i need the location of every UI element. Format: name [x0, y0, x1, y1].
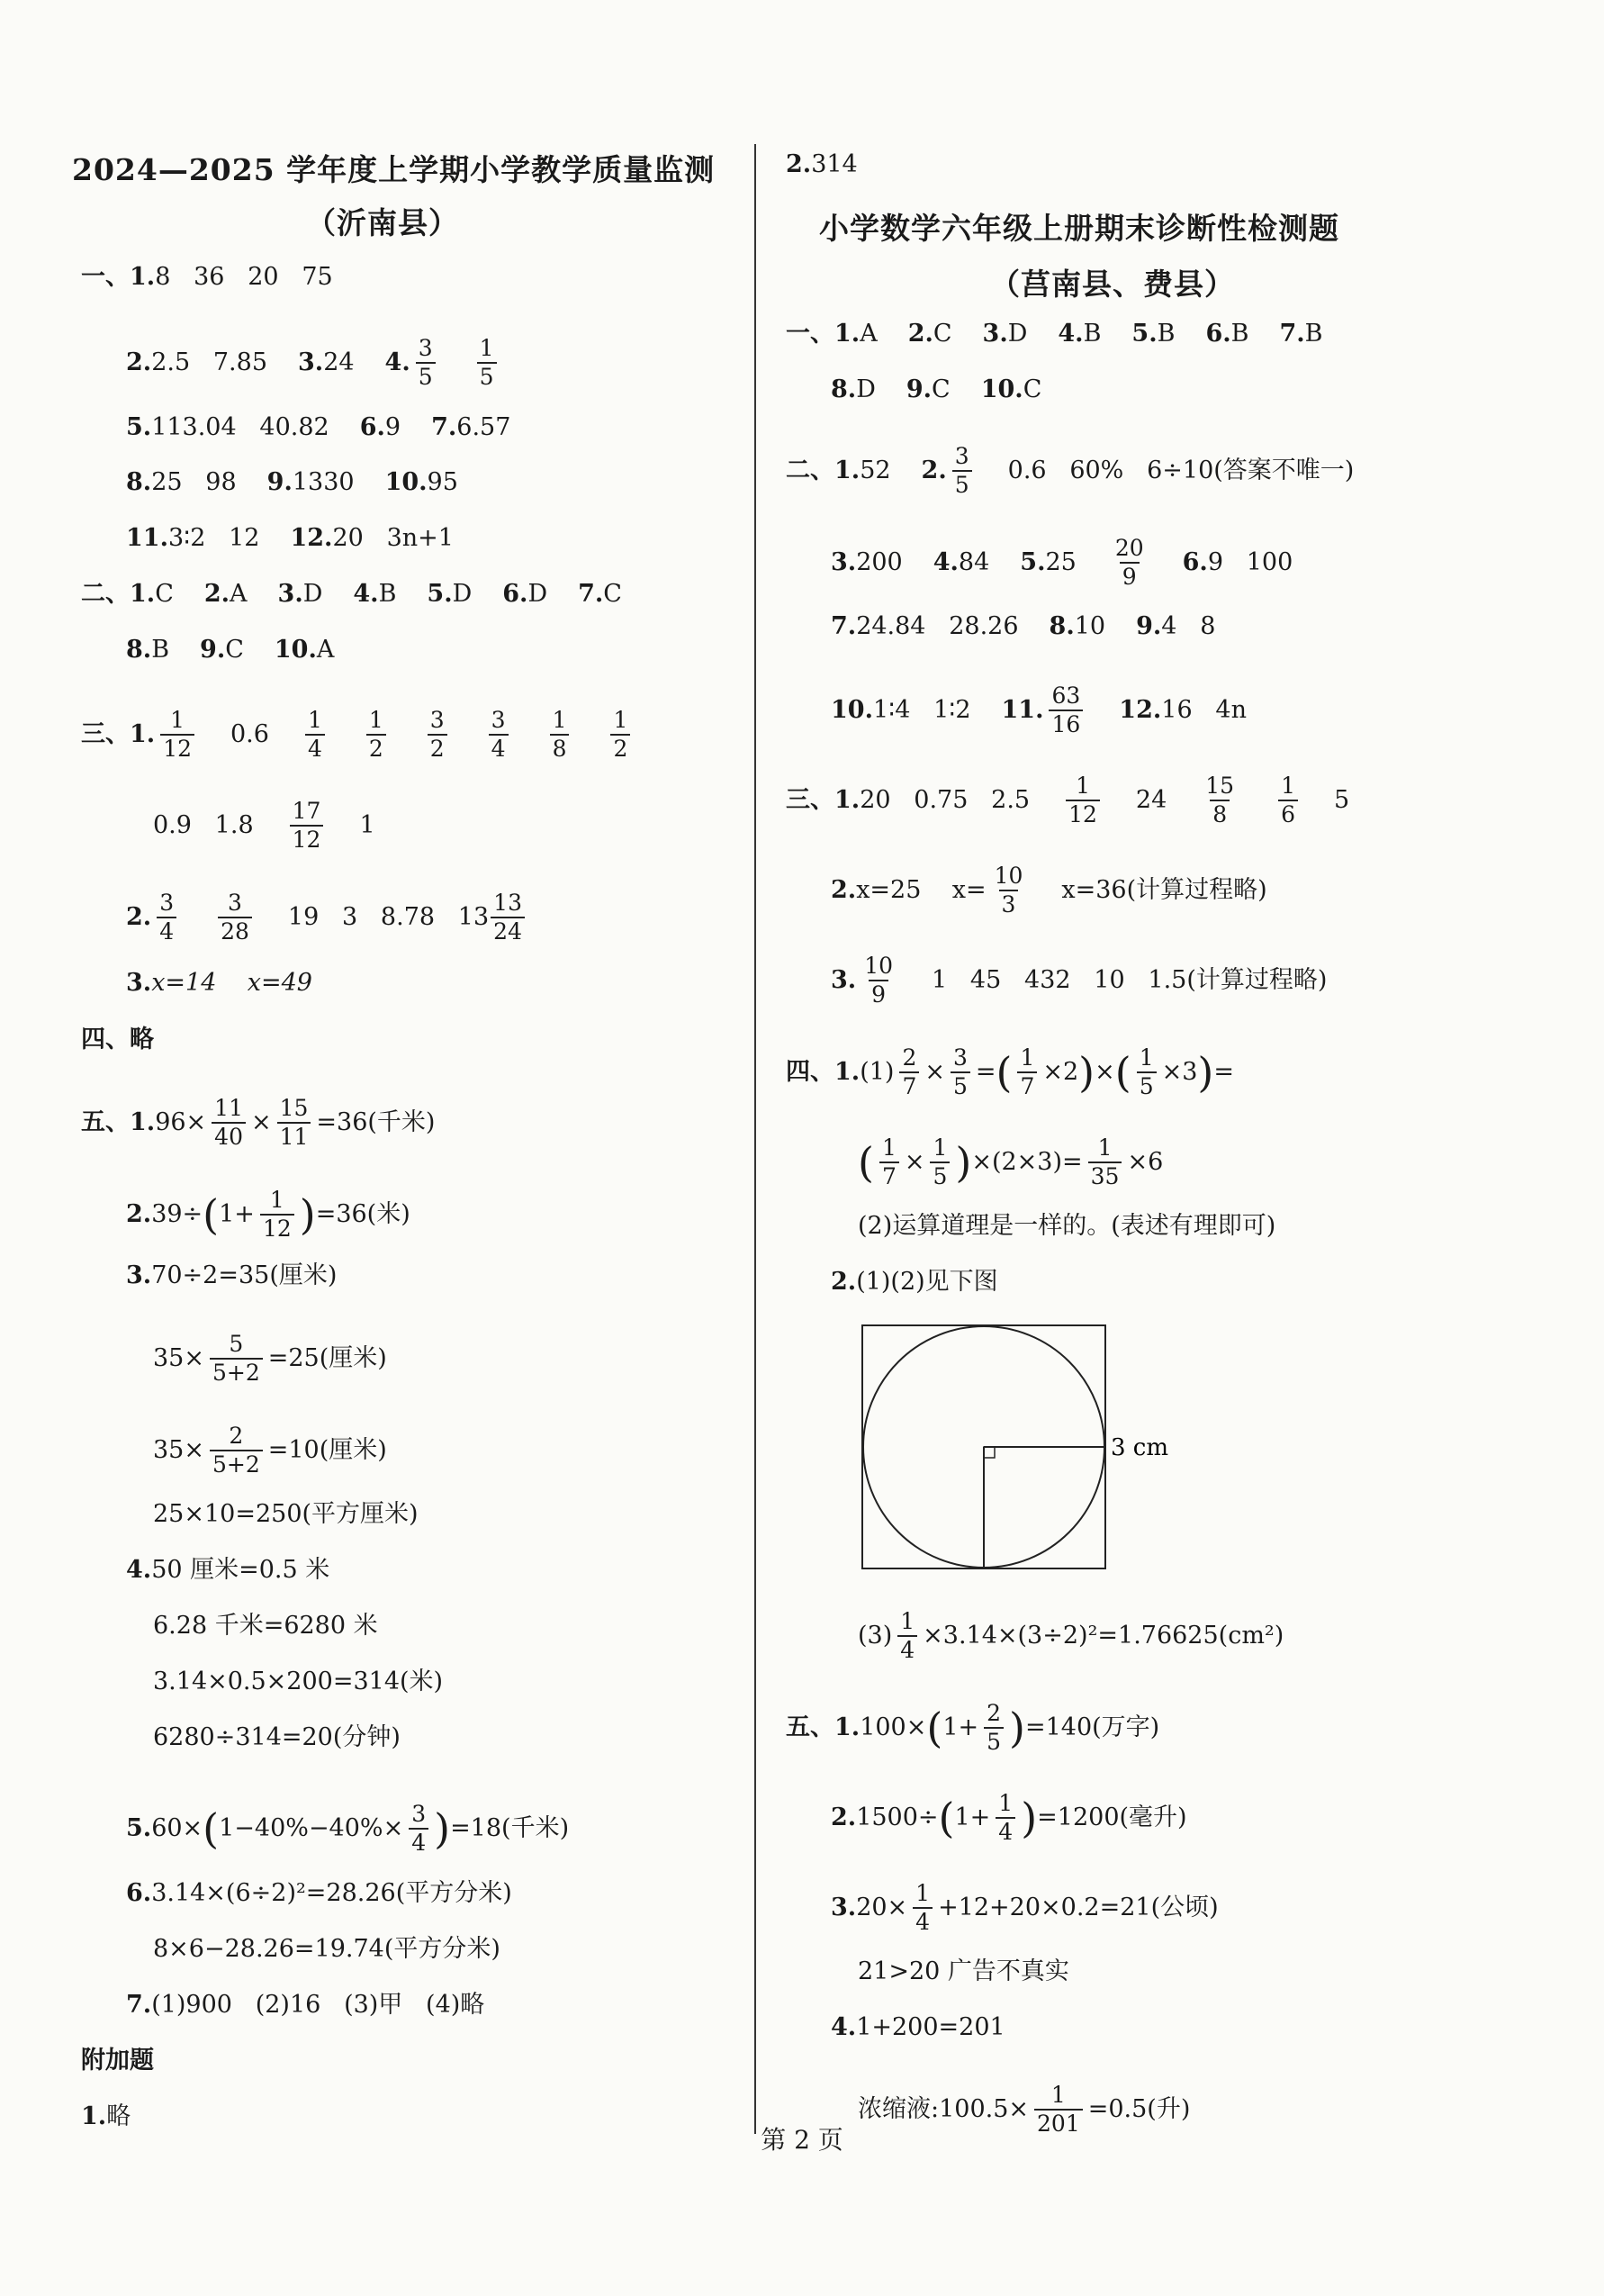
- answer-line: 3. 200 4. 84 5. 25 $\frac{20}{9}$ 6. 9 100: [831, 535, 1293, 590]
- answer-line: (2)运算道理是一样的。(表述有理即可): [858, 1212, 1276, 1240]
- section-title: 小学数学六年级上册期末诊断性检测题: [819, 211, 1339, 246]
- answer-line: 2. (1)(2)见下图: [831, 1268, 998, 1296]
- answer-line: 2. 314: [786, 150, 858, 178]
- answer-line: 5. 113.04 40.82 6. 9 7. 6.57: [126, 413, 511, 441]
- section-title: 2024—2025 学年度上学期小学教学质量监测: [72, 152, 716, 187]
- answer-line: 2. $\frac{3}{4}$ $\frac{3}{28}$ 19 3 8.78 13 $\frac{13}{24}$: [126, 890, 530, 945]
- answer-line: 四、略: [81, 1026, 154, 1053]
- figure-label: 3 cm: [1111, 1434, 1169, 1461]
- answer-line: 浓缩液:100.5× $\frac{1}{201}$ =0.5(升): [858, 2082, 1191, 2137]
- answer-line: 2. 2.5 7.85 3. 24 4. $\frac{3}{5}$ $\frac{1}{5}$: [126, 335, 502, 391]
- answer-line: 三、1. $\frac{1}{12}$ 0.6 $\frac{1}{4}$ $\frac{1}{2}$ $\frac{3}{2}$ $\frac{3}{4}$ $\frac{1}{8}$ $\frac{1}{2}$: [81, 707, 635, 763]
- answer-line: 25×10=250(平方厘米): [153, 1500, 419, 1528]
- answer-line: 8. D 9. C 10. C: [831, 375, 1042, 403]
- answer-line: 8×6−28.26=19.74(平方分米): [153, 1935, 500, 1963]
- section-subtitle: （沂南县）: [306, 205, 459, 240]
- answer-line: 5. 60× ( 1−40%−40%× $\frac{3}{4}$ ) =18(千米): [126, 1801, 570, 1856]
- answer-line: 3. x=14 x=49: [126, 969, 312, 997]
- answer-line: 二、1. C 2. A 3. D 4. B 5. D 6. D 7. C: [81, 580, 622, 608]
- answer-line: 3. $\frac{10}{9}$ 1 45 432 10 1.5(计算过程略): [831, 953, 1328, 1008]
- answer-line: 6280÷314=20(分钟): [153, 1723, 401, 1751]
- answer-line: 21>20 广告不真实: [858, 1957, 1069, 1985]
- right-angle-mark: [984, 1447, 995, 1458]
- section-subtitle: （莒南县、费县）: [990, 267, 1235, 302]
- answer-line: 10. 1∶4 1∶2 11. $\frac{63}{16}$ 12. 16 4n: [831, 682, 1247, 737]
- answer-line: 6.28 千米=6280 米: [153, 1612, 378, 1640]
- answer-line: 3.14×0.5×200=314(米): [153, 1668, 444, 1695]
- column-divider: [754, 144, 756, 2134]
- answer-line: 8. 25 98 9. 1330 10. 95: [126, 468, 458, 496]
- answer-line: 4. 1+200=201: [831, 2013, 1005, 2041]
- answer-line: 五、1. 100× ( 1+ $\frac{2}{5}$ ) =140(万字): [786, 1700, 1160, 1755]
- answer-line: 8. B 9. C 10. A: [126, 636, 335, 664]
- answer-line: 3. 70÷2=35(厘米): [126, 1261, 338, 1289]
- answer-line: 二、1. 52 2. $\frac{3}{5}$ 0.6 60% 6÷10(答案不唯一): [786, 443, 1355, 498]
- answer-line: 一、1. A 2. C 3. D 4. B 5. B 6. B 7. B: [786, 320, 1323, 348]
- answer-line: 三、1. 20 0.75 2.5 $\frac{1}{12}$ 24 $\frac{15}{8}$ $\frac{1}{6}$ 5: [786, 773, 1350, 827]
- answer-line: 2. x=25 x= $\frac{10}{3}$ x=36(计算过程略): [831, 863, 1267, 917]
- answer-line: (3) $\frac{1}{4}$ ×3.14×(3÷2)²=1.76625(cm²): [858, 1608, 1284, 1663]
- answer-line: 附加题: [81, 2047, 154, 2075]
- answer-line: 1. 略: [81, 2102, 131, 2130]
- answer-line: 35× $\frac{2}{5+2}$ =10(厘米): [153, 1423, 387, 1478]
- answer-line: 7. 24.84 28.26 8. 10 9. 4 8: [831, 612, 1216, 640]
- fraction: $\frac{3}{5}$: [416, 335, 436, 391]
- answer-line: 四、1. (1) $\frac{2}{7}$ × $\frac{3}{5}$ = ( $\frac{1}{7}$ ×2 ) × ( $\frac{1}{5}$ ×3 ) =: [786, 1044, 1234, 1099]
- answer-line: 6. 3.14×(6÷2)²=28.26(平方分米): [126, 1879, 512, 1907]
- answer-line: 2. 39÷ ( 1+ $\frac{1}{12}$ ) =36(米): [126, 1187, 410, 1242]
- answer-line: 35× $\frac{5}{5+2}$ =25(厘米): [153, 1331, 387, 1386]
- answer-line: 4. 50 厘米=0.5 米: [126, 1556, 330, 1584]
- answer-line: 11. 3∶2 12 12. 20 3n+1: [126, 524, 454, 552]
- answer-line: 一、1. 8 36 20 75: [81, 263, 333, 291]
- circle-in-square-figure: [855, 1324, 1169, 1585]
- page-number: 第 2 页: [761, 2125, 843, 2155]
- answer-line: ( $\frac{1}{7}$ × $\frac{1}{5}$ ) ×(2×3)= $\frac{1}{35}$ ×6: [858, 1134, 1164, 1189]
- answer-line: 7. (1)900 (2)16 (3)甲 (4)略: [126, 1991, 485, 2019]
- fraction: $\frac{1}{5}$: [477, 335, 497, 391]
- answer-line: 五、1. 96× $\frac{11}{40}$ × $\frac{15}{11}$ =36(千米): [81, 1095, 436, 1150]
- answer-line: 2. 1500÷ ( 1+ $\frac{1}{4}$ ) =1200(毫升): [831, 1790, 1187, 1845]
- answer-line: 3. 20× $\frac{1}{4}$ +12+20×0.2=21(公顷): [831, 1880, 1219, 1935]
- answer-line: 0.9 1.8 $\frac{17}{12}$ 1: [153, 798, 375, 853]
